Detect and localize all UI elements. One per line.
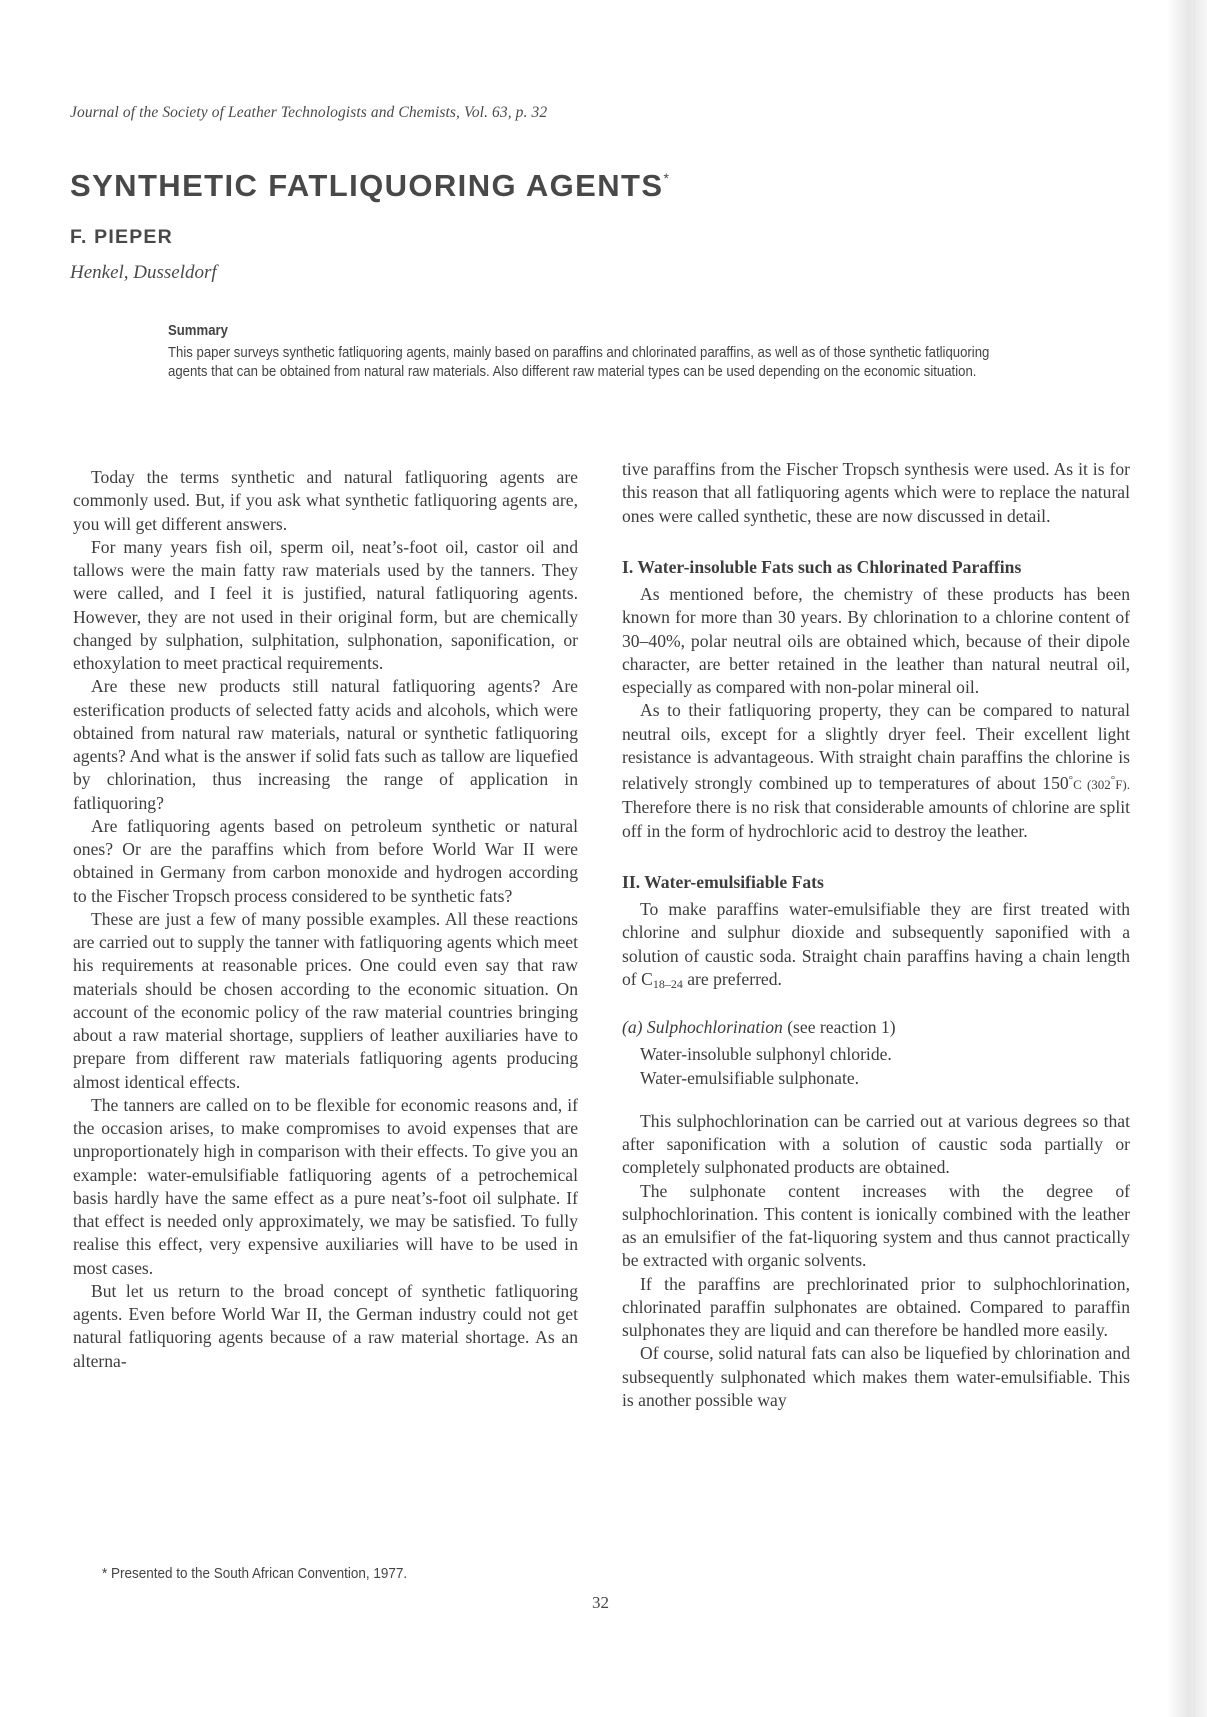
summary-heading: Summary [168,323,228,339]
section-heading-2: II. Water-emulsifiable Fats [622,871,824,892]
paragraph: As to their fatliquoring property, they can be compared to natural neutral oils, except for a slightly dryer feel. Their excellent light resistance is advantageous. With straight chain paraffins the chlorine is relatively strongly combined up to temperatures of about 150°C (302°F). Therefore there is no risk that considerable amounts of chlorine are split off in the form of hydrochloric acid to destroy the leather. [622,700,1131,841]
paragraph: To make paraffins water-emulsifiable they are first treated with chlorine and sulphur dioxide and subsequently saponified with a solution of caustic soda. Straight chain paraffins having a chain length of $C_{18-24}$ are preferred. [622,899,1130,991]
paragraph: This sulphochlorination can be carried out at various degrees so that after saponification with a solution of caustic soda partially or completely sulphonated products are obtained. [622,1110,1130,1178]
list-item: Water-emulsifiable sulphonate. [640,1067,860,1088]
scan-edge-shadow [1167,0,1207,1717]
paragraph: Are these new products still natural fatliquoring agents? Are esterification products of selected fatty acids and alcohols, which were obtained from natural raw materials, natural or synthetic fatliquoring agents? And what is the answer if solid fats such as tallow are liquefied by chlorination, thus increasing the range of application in fatliquoring? [73,676,578,813]
footnote: * Presented to the South African Convention, 1977. [102,1566,408,1582]
paragraph-continuation: tive paraffins from the Fischer Tropsch synthesis were used. As it is for this reason that all fatliquoring agents which were to replace the natural ones were called synthetic, these are now discussed in detail. [622,459,1130,526]
right-column [622,458,1130,1412]
paragraph: As mentioned before, the chemistry of these products has been known for more than 30 years. By chlorination to a chlorine content of 30–40%, polar neutral oils are obtained which, because of their dipole character, are better retained in the leather than natural neutral oil, especially as compared with non-polar mineral oil. [622,584,1130,697]
paragraph: The sulphonate content increases with the degree of sulphochlorination. This content is ionically combined with the leather as an emulsifier of the fat-liquoring system and thus cannot practically be extracted with organic solvents. [622,1180,1130,1271]
paragraph: These are just a few of many possible examples. All these reactions are carried out to supply the tanner with fatliquoring agents which meet his requirements at reasonable prices. One could even say that raw materials should be chosen according to the economic situation. On account of the economic policy of the raw material countries bringing about a raw material shortage, suppliers of leather auxiliaries have to prepare from different raw materials fatliquoring agents producing almost identical effects. [73,908,578,1092]
paragraph: If the paraffins are prechlorinated prior to sulphochlorination, chlorinated paraffin sulphonates are obtained. Compared to paraffin sulphonates they are liquid and can therefore be handled more easily. [622,1273,1130,1340]
scan-edge-line [1194,0,1195,1717]
subsection-heading: (a) Sulphochlorination (see reaction 1) [622,1017,896,1037]
left-column [73,466,578,1373]
paragraph: The tanners are called on to be flexible for economic reasons and, if the occasion arises, to make compromises to avoid expenses that are unproportionately high in comparison with their effects. To give you an example: water-emulsifiable fatliquoring agents of a petrochemical basis hardly have the same effect as a pure neat’s-foot oil sulphate. If that effect is needed only approximately, we may be satisfied. To fully realise this effect, very expensive auxiliaries will have to be used in most cases. [73,1094,578,1278]
article-title-text: SYNTHETIC FATLIQUORING AGENTS [70,168,664,203]
summary-block [168,322,990,382]
author-affiliation: Henkel, Dusseldorf [70,262,217,283]
paragraph: Of course, solid natural fats can also be liquefied by chlorination and subsequently sulphonated which makes them water-emulsifiable. This is another possible way [622,1343,1130,1410]
author-name: F. PIEPER [70,226,173,248]
paragraph: Today the terms synthetic and natural fatliquoring agents are commonly used. But, if you ask what synthetic fatliquoring agents are, you will get different answers. [73,467,578,534]
summary-text: This paper surveys synthetic fatliquoring agents, mainly based on paraffins and chlorinated paraffins, as well as of those synthetic fatliquoring agents that can be obtained from natural raw materials. Also different raw material types can be used depending on the economic situation. [168,345,990,380]
paragraph: But let us return to the broad concept of synthetic fatliquoring agents. Even before World War II, the German industry could not get natural fatliquoring agents because of a raw material shortage. As an alterna- [73,1280,578,1371]
page-number: 32 [592,1593,609,1612]
article-title [70,168,669,204]
paragraph: For many years fish oil, sperm oil, neat’s-foot oil, castor oil and tallows were the main fatty raw materials used by the tanners. They were called, and I feel it is justified, natural fatliquoring agents. However, they are not used in their original form, but are chemically changed by sulphation, sulphitation, sulphonation, saponification, or ethoxylation to meet practical requirements. [73,536,578,673]
list-item: Water-insoluble sulphonyl chloride. [640,1044,892,1065]
paragraph: Are fatliquoring agents based on petroleum synthetic or natural ones? Or are the paraffins which from before World War II were obtained in Germany from carbon monoxide and hydrogen according to the Fischer Tropsch process considered to be synthetic fats? [73,815,578,906]
footnote-marker: * [663,170,669,186]
section-heading-1: I. Water-insoluble Fats such as Chlorinated Paraffins [622,556,1022,577]
journal-citation: Journal of the Society of Leather Technologists and Chemists, Vol. 63, p. 32 [70,104,548,121]
